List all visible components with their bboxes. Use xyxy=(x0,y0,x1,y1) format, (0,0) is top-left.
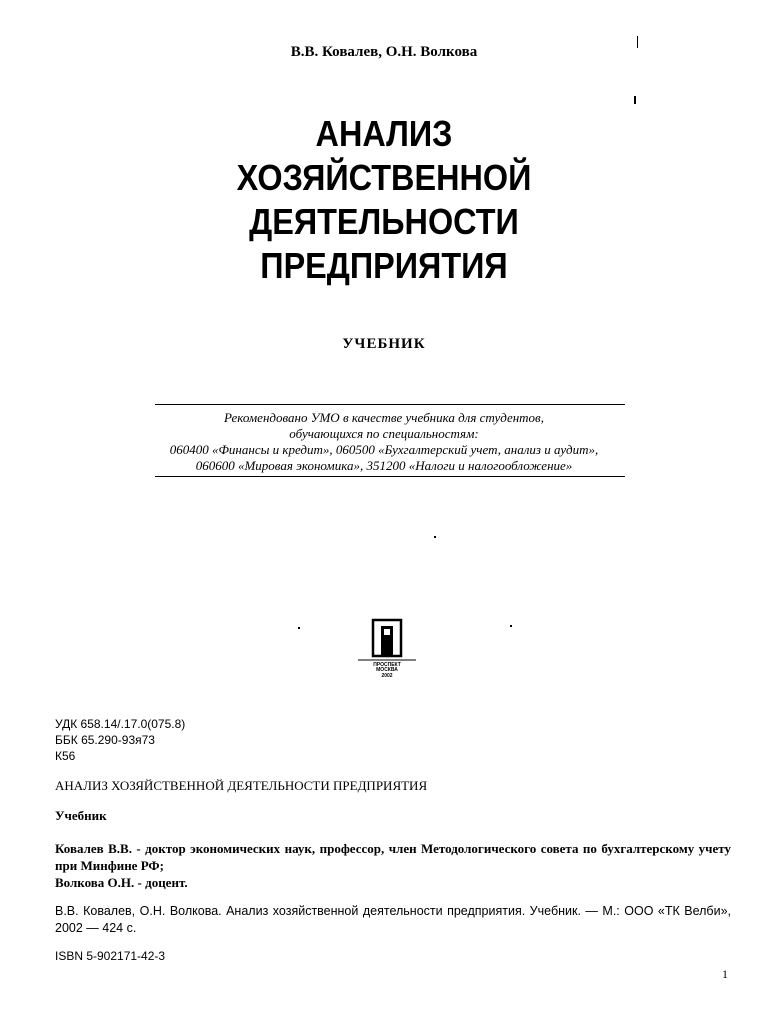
udk-code: УДК 658.14/.17.0(075.8) xyxy=(55,717,186,731)
publisher-name: ПРОСПЕКТ xyxy=(373,662,401,668)
recommendation-line: Рекомендовано УМО в качестве учебника для студентов, xyxy=(224,410,544,425)
book-authors: В.В. Ковалев, О.Н. Волкова xyxy=(290,44,478,60)
authors-info xyxy=(55,840,731,891)
isbn: ISBN 5-902171-42-3 xyxy=(55,949,166,963)
title-line: ПРЕДПРИЯТИЯ xyxy=(260,245,508,286)
title-line: ХОЗЯЙСТВЕННОЙ xyxy=(236,157,532,198)
scan-speck xyxy=(634,96,636,104)
bbk-code: ББК 65.290-93я73 xyxy=(55,733,155,747)
recommendation-line: 060400 «Финансы и кредит», 060500 «Бухгалтерский учет, анализ и аудит», xyxy=(169,442,599,457)
top-divider xyxy=(155,404,625,405)
document-type: Учебник xyxy=(55,808,107,823)
scan-speck xyxy=(637,36,638,48)
document-title: АНАЛИЗ ХОЗЯЙСТВЕННОЙ ДЕЯТЕЛЬНОСТИ ПРЕДПРИЯТИЯ xyxy=(55,778,428,793)
author-info-kovalev: Ковалев В.В. - доктор экономических наук, профессор, член Методологического совета по бухгалтерскому учету при Минфине РФ; xyxy=(55,841,731,873)
title-line: ДЕЯТЕЛЬНОСТИ xyxy=(249,201,519,242)
recommendation-line: 060600 «Мировая экономика», 351200 «Налоги и налогообложение» xyxy=(195,458,573,473)
scan-speck xyxy=(510,625,512,627)
title-line: АНАЛИЗ xyxy=(315,113,453,154)
publisher-year: 2002 xyxy=(381,673,393,679)
recommendation-block xyxy=(0,410,768,474)
author-info-volkova: Волкова О.Н. - доцент. xyxy=(55,875,188,890)
author-mark: К56 xyxy=(55,749,76,763)
page-number: 1 xyxy=(722,967,728,981)
publisher-city: МОСКВА xyxy=(376,667,398,673)
scan-speck xyxy=(434,536,436,538)
scan-speck xyxy=(298,627,300,629)
recommendation-line: обучающихся по специальностям: xyxy=(289,426,479,441)
book-type: УЧЕБНИК xyxy=(342,336,426,352)
classification-block xyxy=(55,716,185,764)
bibliographic-citation: В.В. Ковалев, О.Н. Волкова. Анализ хозяйственной деятельности предприятия. Учебник. — М.: ООО «ТК Велби», 2002 — 424 с. xyxy=(55,904,731,935)
book-title xyxy=(38,112,729,288)
bottom-divider xyxy=(155,476,625,477)
